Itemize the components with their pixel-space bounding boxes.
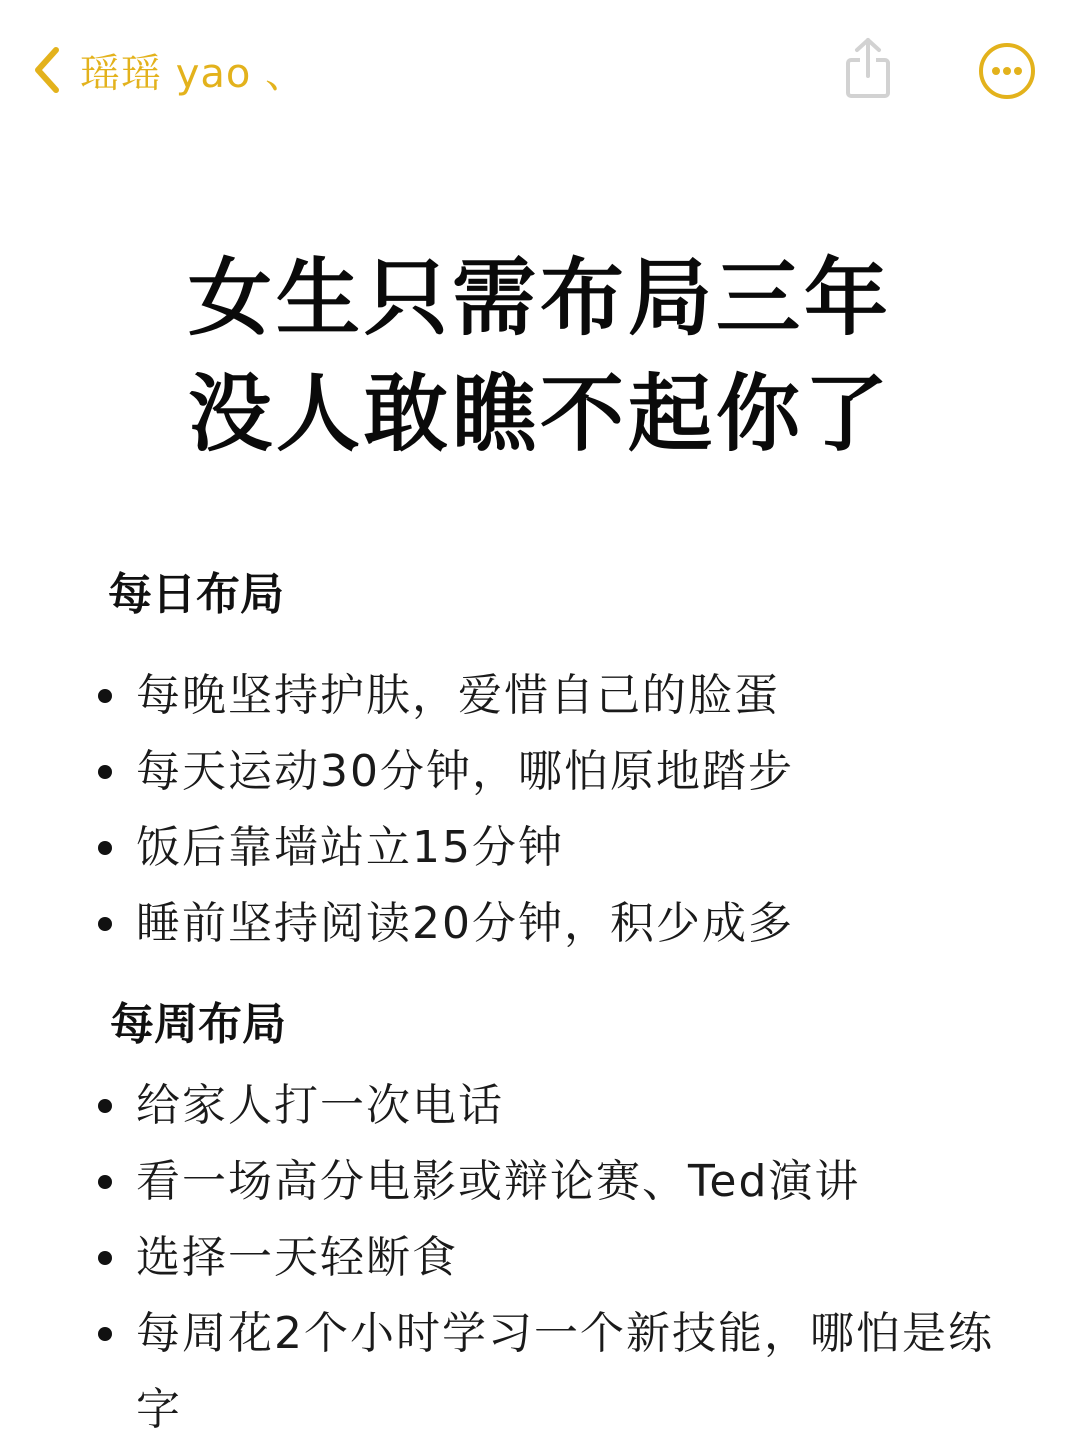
list-item [96,1144,996,1220]
bullet-dot [98,917,112,931]
list-item-text: 每晚坚持护肤，爱惜自己的脸蛋 [136,670,780,721]
list-item-text: 每天运动30分钟，哪怕原地踏步 [136,746,794,797]
top-navigation-bar [0,0,1080,140]
list-item-text: 睡前坚持阅读20分钟，积少成多 [136,898,794,949]
section-heading-weekly: 每周布局 [110,999,286,1050]
note-title-line-2: 没人敢瞧不起你了 [187,365,892,463]
daily-checklist [96,658,996,962]
section-heading-daily: 每日布局 [108,569,284,620]
weekly-checklist [96,1068,996,1448]
list-item [96,1068,996,1144]
share-button[interactable] [840,36,896,100]
chevron-left-icon [30,44,62,96]
list-item [96,658,996,734]
note-title [0,240,1080,472]
list-item [96,810,996,886]
note-title-line-1: 女生只需布局三年 [187,249,892,347]
list-item [96,734,996,810]
bullet-dot [98,765,112,779]
list-item-text: 每周花2个小时学习一个新技能，哪怕是练字 [136,1308,994,1435]
bullet-dot [98,689,112,703]
list-item-text: 看一场高分电影或辩论赛、Ted演讲 [136,1156,861,1207]
more-icon [978,85,1036,104]
list-item-text: 选择一天轻断食 [136,1232,458,1283]
list-item-text: 给家人打一次电话 [136,1080,504,1131]
list-item-text: 饭后靠墙站立15分钟 [136,822,564,873]
list-item [96,1296,996,1448]
bullet-dot [98,841,112,855]
bullet-dot [98,1099,112,1113]
share-icon [840,85,896,104]
back-button-label: 瑶瑶 yao 、 [80,50,307,97]
more-options-button[interactable] [978,42,1036,100]
list-item [96,1220,996,1296]
list-item [96,886,996,962]
bullet-dot [98,1175,112,1189]
bullet-dot [98,1251,112,1265]
bullet-dot [98,1327,112,1341]
back-button[interactable] [30,40,306,100]
